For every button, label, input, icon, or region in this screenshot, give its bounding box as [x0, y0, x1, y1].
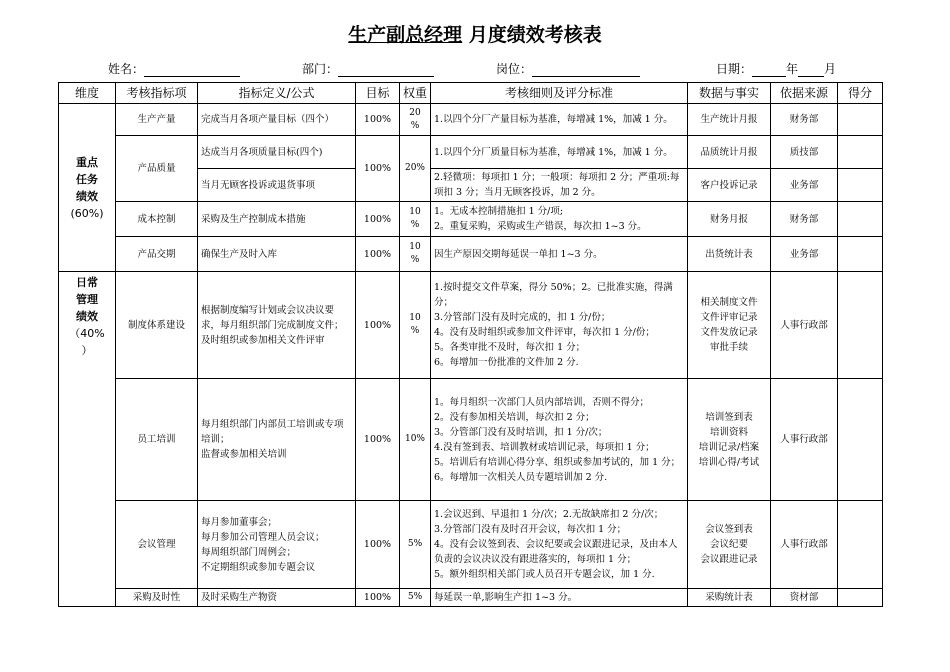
table-row	[59, 104, 883, 136]
target-cell: 100%	[356, 237, 400, 272]
rule-cell: 1.以四个分厂质量目标为基准，每增减 1%，加减 1 分。	[431, 136, 688, 169]
rule-cell: 1.以四个分厂产量目标为基准，每增减 1%，加减 1 分。	[431, 104, 688, 136]
item-cell: 产品质量	[116, 136, 198, 202]
dept-label: 部门：	[302, 62, 339, 76]
weight-cell: 10 %	[400, 202, 431, 237]
name-blank[interactable]	[144, 64, 240, 77]
facts-cell: 财务月报	[688, 202, 771, 237]
source-cell: 业务部	[771, 237, 838, 272]
dept-field[interactable]	[302, 60, 434, 77]
definition-cell: 达成当月各项质量目标(四个)	[198, 136, 356, 169]
item-cell: 采购及时性	[116, 589, 198, 607]
target-cell: 100%	[356, 202, 400, 237]
header-cell: 依据来源	[771, 83, 838, 104]
header-cell: 指标定义/公式	[198, 83, 356, 104]
date-label: 日期：	[716, 62, 753, 76]
table-row	[59, 237, 883, 272]
item-cell: 会议管理	[116, 501, 198, 589]
target-cell: 100%	[356, 272, 400, 379]
year-blank[interactable]	[752, 64, 786, 77]
item-cell: 员工培训	[116, 379, 198, 501]
header-row	[59, 83, 883, 104]
weight-cell: 5%	[400, 589, 431, 607]
dimension-label: 日常 管理 绩效	[76, 276, 98, 323]
header-cell: 考核细则及评分标准	[431, 83, 688, 104]
target-cell: 100%	[356, 136, 400, 202]
table-row	[59, 272, 883, 379]
definition-cell: 每月参加董事会； 每月参加公司管理人员会议； 每周组织部门周例会； 不定期组织或参加专题会议	[198, 501, 356, 589]
item-cell: 生产产量	[116, 104, 198, 136]
weight-cell: 10 %	[400, 272, 431, 379]
weight-cell: 10 %	[400, 237, 431, 272]
source-cell: 资材部	[771, 589, 838, 607]
score-cell[interactable]	[838, 501, 883, 589]
score-cell[interactable]	[838, 202, 883, 237]
source-cell: 质技部	[771, 136, 838, 169]
weight-cell: 20%	[400, 136, 431, 202]
score-cell[interactable]	[838, 237, 883, 272]
facts-cell: 出货统计表	[688, 237, 771, 272]
score-cell[interactable]	[838, 136, 883, 169]
month-blank[interactable]	[798, 64, 824, 77]
facts-cell: 相关制度文件 文件评审记录 文件发放记录 审批手续	[688, 272, 771, 379]
name-field[interactable]	[108, 60, 240, 77]
source-cell: 人事行政部	[771, 272, 838, 379]
post-label: 岗位：	[496, 62, 533, 76]
post-blank[interactable]	[532, 64, 640, 77]
dept-blank[interactable]	[338, 64, 434, 77]
score-cell[interactable]	[838, 589, 883, 607]
item-cell: 制度体系建设	[116, 272, 198, 379]
rule-cell: 每延误一单,影响生产扣 1~3 分。	[431, 589, 688, 607]
facts-cell: 客户投诉记录	[688, 169, 771, 202]
header-cell: 权重	[400, 83, 431, 104]
dimension-key-tasks	[59, 104, 116, 272]
facts-cell: 采购统计表	[688, 589, 771, 607]
header-cell: 考核指标项	[116, 83, 198, 104]
source-cell: 财务部	[771, 104, 838, 136]
date-field[interactable]	[716, 60, 836, 77]
weight-cell: 10%	[400, 379, 431, 501]
target-cell: 100%	[356, 379, 400, 501]
title-rest: 月度绩效考核表	[462, 24, 602, 46]
definition-cell: 完成当月各项产量目标（四个）	[198, 104, 356, 136]
dimension-label: 重点 任务 绩效	[76, 155, 98, 203]
year-label: 年	[786, 62, 799, 76]
target-cell: 100%	[356, 104, 400, 136]
page-title	[0, 20, 950, 47]
target-cell: 100%	[356, 501, 400, 589]
rule-cell: 1.按时提交文件草案，得分 50%；2。已批准实施，得满分； 3.分管部门没有及时完成的，扣 1 分/份； 4。没有及时组织或参加文件评审，每次扣 1 分/份； 5。各类审批不及时，每次扣 1 分； 6。每增加一份批准的文件加 2 分.	[431, 272, 688, 379]
score-cell[interactable]	[838, 272, 883, 379]
table-row	[59, 136, 883, 169]
weight-cell: 5%	[400, 501, 431, 589]
definition-cell: 采购及生产控制成本措施	[198, 202, 356, 237]
assessment-table	[58, 82, 883, 607]
rule-cell: 1。每月组织一次部门人员内部培训，否则不得分； 2。没有参加相关培训，每次扣 2 分； 3。分管部门没有及时培训，扣 1 分/次； 4.没有签到表、培训教材或培训记录，每项扣 1 分； 5。培训后有培训心得分享、组织或参加考试的，加 1 分； 6。每增加一次相关人员专题培训加 2 分.	[431, 379, 688, 501]
table-row	[59, 501, 883, 589]
source-cell: 财务部	[771, 202, 838, 237]
facts-cell: 会议签到表 会议纪要 会议跟进记录	[688, 501, 771, 589]
table-row	[59, 202, 883, 237]
item-cell: 产品交期	[116, 237, 198, 272]
rule-cell: 1。无成本控制措施扣 1 分/项; 2。重复采购，采购或生产错误，每次扣 1~3 分。	[431, 202, 688, 237]
score-cell[interactable]	[838, 104, 883, 136]
rule-cell: 1.会议迟到、早退扣 1 分/次；2.无故缺席扣 2 分/次； 3.分管部门没有及时召开会议，每次扣 1 分； 4。没有会议签到表、会议纪要或会议跟进记录，及由本人负责的会议决议没有跟进落实的，每项扣 1 分； 5。额外组织相关部门或人员召开专题会议，加 1 分.	[431, 501, 688, 589]
facts-cell: 培训签到表 培训资料 培训记录/档案 培训心得/考试	[688, 379, 771, 501]
definition-cell: 确保生产及时入库	[198, 237, 356, 272]
dimension-daily-management	[59, 272, 116, 607]
table-row	[59, 589, 883, 607]
facts-cell: 生产统计月报	[688, 104, 771, 136]
item-cell: 成本控制	[116, 202, 198, 237]
header-cell: 维度	[59, 83, 116, 104]
name-label: 姓名：	[108, 62, 145, 76]
source-cell: 人事行政部	[771, 379, 838, 501]
header-cell: 数据与事实	[688, 83, 771, 104]
facts-cell: 品质统计月报	[688, 136, 771, 169]
definition-cell: 根据制度编写计划或会议决议要求，每月组织部门完成制度文件；及时组织或参加相关文件评审	[198, 272, 356, 379]
score-cell[interactable]	[838, 379, 883, 501]
dimension-percent: （40% ）	[69, 327, 105, 357]
title-position: 生产副总经理	[348, 24, 463, 46]
score-cell[interactable]	[838, 169, 883, 202]
header-cell: 得分	[838, 83, 883, 104]
rule-cell: 2.轻微项：每项扣 1 分；一般项：每项扣 2 分；严重项:每项扣 3 分；当月无顾客投诉，加 2 分。	[431, 169, 688, 202]
rule-cell: 因生产原因交期每延误一单扣 1~3 分。	[431, 237, 688, 272]
definition-cell: 每月组织部门内部员工培训或专项培训； 监督或参加相关培训	[198, 379, 356, 501]
source-cell: 业务部	[771, 169, 838, 202]
table-row	[59, 379, 883, 501]
month-label: 月	[824, 62, 837, 76]
dimension-percent: (60%)	[70, 206, 104, 220]
header-cell: 目标	[356, 83, 400, 104]
source-cell: 人事行政部	[771, 501, 838, 589]
weight-cell: 20 %	[400, 104, 431, 136]
definition-cell: 当月无顾客投诉或退货事项	[198, 169, 356, 202]
post-field[interactable]	[496, 60, 640, 77]
target-cell: 100%	[356, 589, 400, 607]
definition-cell: 及时采购生产物资	[198, 589, 356, 607]
